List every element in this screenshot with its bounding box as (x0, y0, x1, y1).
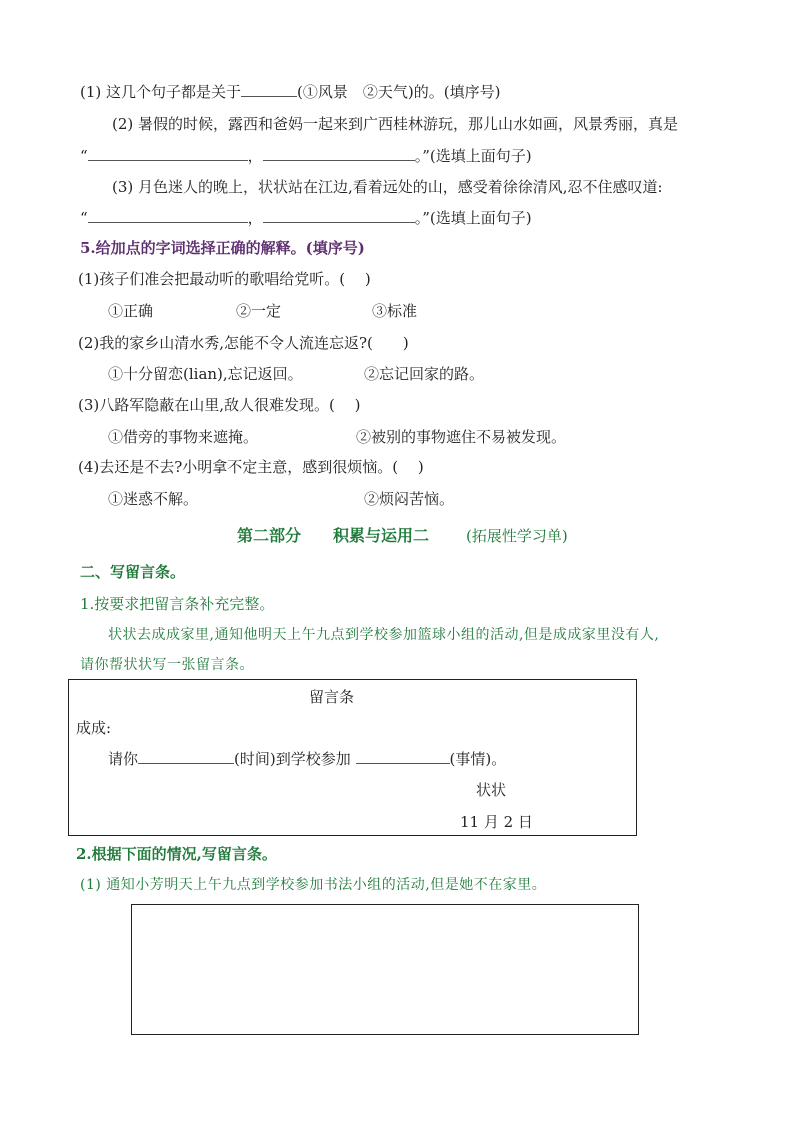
time-blank[interactable] (138, 749, 234, 764)
q4-line-4: (3) 月色迷人的晚上，状状站在江边,看着远处的山，感受着徐徐清风,忍不住感叹道: (112, 178, 663, 196)
q4-line-1-b: (①风景 ②天气)的。(填序号) (297, 83, 501, 101)
q5-option-2-1: ①十分留恋(lian),忘记返回。 (108, 365, 303, 383)
answer-blank[interactable] (88, 208, 248, 223)
task1-desc-1: 状状去成成家里,通知他明天上午九点到学校参加篮球小组的活动,但是成成家里没有人, (108, 627, 660, 643)
section2-title: 二、写留言条。 (80, 563, 186, 581)
note-signer: 状状 (476, 781, 507, 799)
q4-line-1 (80, 82, 500, 102)
q4-line-2: (2) 暑假的时候，露西和爸妈一起来到广西桂林游玩，那儿山水如画，风景秀丽，真是 (112, 115, 679, 133)
answer-blank[interactable] (241, 82, 297, 97)
note-title: 留言条 (309, 688, 355, 706)
q5-question-4: (4)去还是不去?小明拿不定主意，感到很烦恼。( ) (78, 458, 424, 476)
answer-blank[interactable] (263, 208, 415, 223)
note-body-c: (事情)。 (449, 750, 507, 768)
quote-close: 。”(选填上面句子) (414, 209, 532, 227)
q5-question-3: (3)八路军隐蔽在山里,敌人很难发现。( ) (78, 396, 361, 414)
q5-question-2: (2)我的家乡山清水秀,怎能不令人流连忘返?( ) (78, 334, 409, 352)
task1-title: 1.按要求把留言条补充完整。 (80, 595, 275, 613)
answer-blank[interactable] (88, 146, 248, 161)
q5-title: 5.给加点的字词选择正确的解释。(填序号) (80, 239, 365, 257)
q5-option-4-2: ②烦闷苦恼。 (364, 490, 455, 508)
q5-question-1: (1)孩子们准会把最动听的歌唱给党听。( ) (78, 270, 371, 288)
q5-option-3-1: ①借旁的事物来遮掩。 (108, 428, 259, 446)
quote-open: “ (80, 209, 88, 227)
note-body-b: (时间)到学校参加 (234, 750, 351, 768)
note-date: 11 月 2 日 (460, 813, 533, 831)
q4-line-3 (80, 146, 532, 166)
note-body (108, 749, 506, 769)
quote-open: “ (80, 147, 88, 165)
task2-title: 2.根据下面的情况,写留言条。 (76, 845, 277, 863)
note-greeting: 成成: (76, 719, 112, 737)
note-body-a: 请你 (108, 750, 139, 768)
part2-subtitle: (拓展性学习单) (466, 527, 568, 545)
event-blank[interactable] (356, 749, 450, 764)
q5-option-3-2: ②被别的事物遮住不易被发现。 (356, 428, 567, 446)
task2-item-1: (1) 通知小芳明天上午九点到学校参加书法小组的活动,但是她不在家里。 (80, 877, 547, 893)
comma: ， (247, 209, 263, 227)
answer-writing-box[interactable] (131, 904, 639, 1035)
answer-blank[interactable] (263, 146, 415, 161)
q5-option-1-3: ③标准 (372, 302, 418, 320)
q4-line-5 (80, 208, 532, 228)
part2-title: 第二部分 积累与运用二 (237, 526, 430, 545)
q5-option-4-1: ①迷惑不解。 (108, 490, 199, 508)
q5-option-1-1: ①正确 (108, 302, 154, 320)
q5-option-1-2: ②一定 (236, 302, 282, 320)
comma: ， (247, 147, 263, 165)
quote-close: 。”(选填上面句子) (414, 147, 532, 165)
q4-line-1-a: (1) 这几个句子都是关于 (80, 83, 242, 101)
q5-option-2-2: ②忘记回家的路。 (364, 365, 485, 383)
task1-desc-2: 请你帮状状写一张留言条。 (80, 657, 254, 673)
